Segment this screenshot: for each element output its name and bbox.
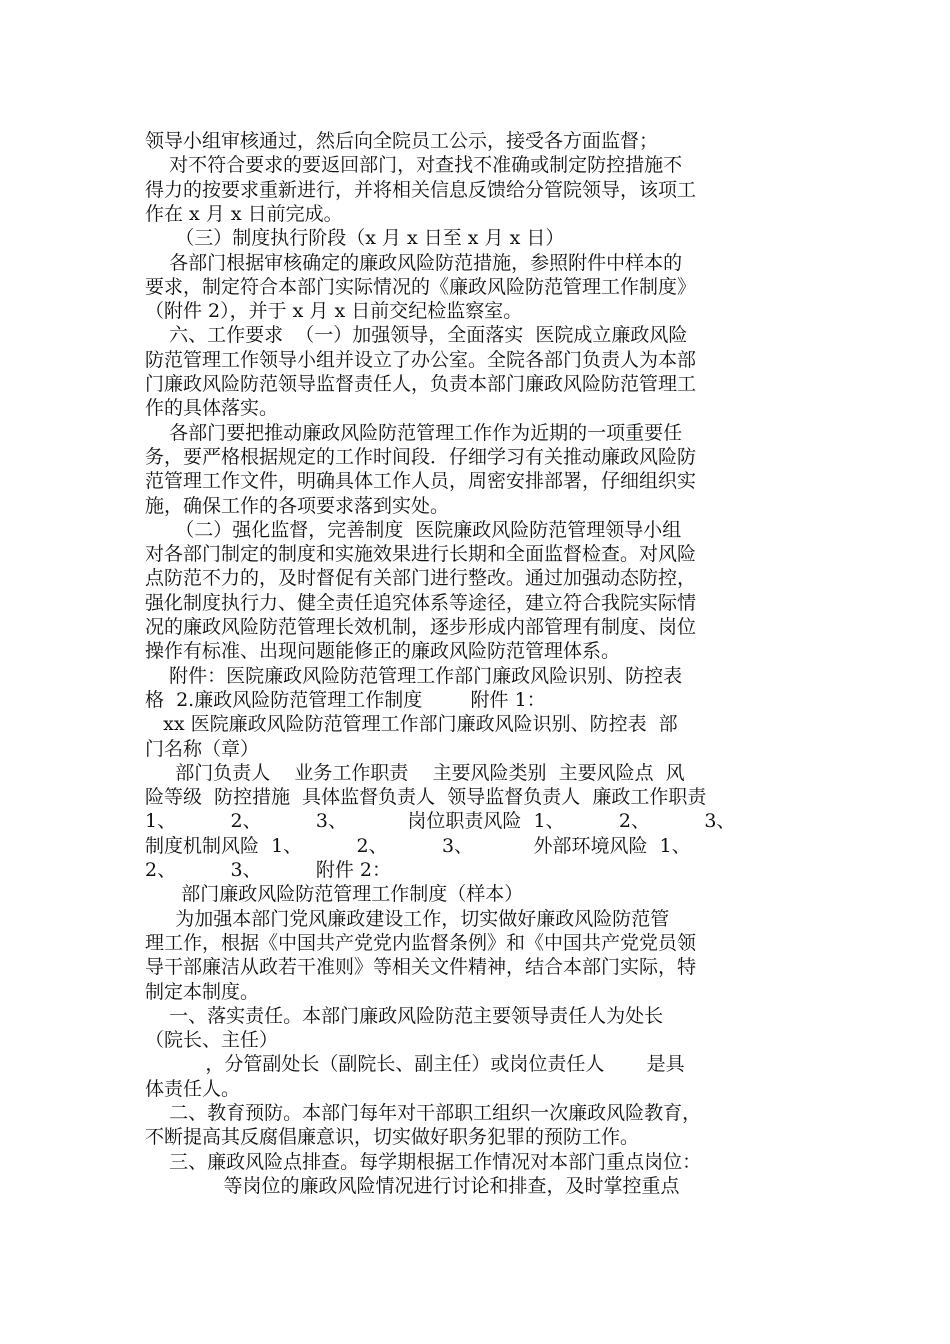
text-line: 格 2.廉政风险防范管理工作制度 附件 1： [145,688,546,711]
text-line: 对不符合要求的要返回部门，对查找不准确或制定防控措施不 [145,154,683,177]
text-line: 施，确保工作的各项要求落到实处。 [145,494,450,517]
text-line: （三）制度执行阶段（x 月 x 日至 x 月 x 日） [145,227,565,250]
text-line: 六、工作要求 （一）加强领导，全面落实 医院成立廉政风险 [145,324,688,347]
text-line: 附件：医院廉政风险防范管理工作部门廉政风险识别、防控表 [145,664,683,687]
text-line: 导干部廉洁从政若干准则》等相关文件精神，结合本部门实际，特 [145,956,697,979]
text-line: （院长、主任） [145,1029,279,1052]
text-line: （二）强化监督，完善制度 医院廉政风险防范管理领导小组 [145,518,682,541]
text-line: （附件 2），并于 x 月 x 日前交纪检监察室。 [145,300,523,323]
text-line: 强化制度执行力、健全责任追究体系等途径，建立符合我院实际情 [145,591,697,614]
text-line: 三、廉政风险点排查。每学期根据工作情况对本部门重点岗位： [145,1150,702,1173]
text-line: 操作有标准、出现问题能修正的廉政风险防范管理体系。 [145,640,621,663]
text-line: 2、 3、 附件 2： [145,859,392,881]
text-line: 等岗位的廉政风险情况进行讨论和排查，及时掌控重点 [145,1174,680,1197]
text-line: 务，要严格根据规定的工作时间段．仔细学习有关推动廉政风险防 [145,445,697,468]
text-line: 点防范不力的，及时督促有关部门进行整改。通过加强动态防控， [145,567,697,590]
text-line: 一、落实责任。本部门廉政风险防范主要领导责任人为处长 [145,1004,664,1027]
text-line: 作在 x 月 x 日前完成。 [145,202,343,225]
text-line: 险等级 防控措施 具体监督负责人 领导监督负责人 廉政工作职责 [145,786,707,809]
text-line: 体责任人。 [145,1077,241,1100]
text-line: 范管理工作文件，明确具体工作人员，周密安排部署，仔细组织实 [145,470,697,493]
text-line: 1、 2、 3、 岗位职责风险 1、 2、 3、 [145,810,736,833]
text-line: ，分管副处长（副院长、副主任）或岗位责任人 是具 [145,1053,685,1076]
text-line: 得力的按要求重新进行，并将相关信息反馈给分管院领导，该项工 [145,178,697,201]
text-line: 二、教育预防。本部门每年对干部职工组织一次廉政风险教育， [145,1102,702,1124]
text-line: 制度机制风险 1、 2、 3、 外部环境风险 1、 [145,834,691,857]
text-line: 部门廉政风险防范管理工作制度（样本） [145,883,524,906]
text-line: 为加强本部门党风廉政建设工作，切实做好廉政风险防范管 [145,907,670,930]
text-line: 要求，制定符合本部门实际情况的《廉政风险防范管理工作制度》 [145,275,697,298]
text-line: 门名称（章） [145,737,260,760]
text-line: 防范管理工作领导小组并设立了办公室。全院各部门负责人为本部 [145,348,697,371]
text-line: 制定本制度。 [145,980,260,1003]
text-line: 门廉政风险防范领导监督责任人，负责本部门廉政风险防范管理工 [145,373,697,395]
text-line: 各部门要把推动廉政风险防范管理工作作为近期的一项重要任 [145,421,683,444]
text-line: xx 医院廉政风险防范管理工作部门廉政风险识别、防控表 部 [145,713,678,736]
text-line: 各部门根据审核确定的廉政风险防范措施，参照附件中样本的 [145,251,683,274]
text-line: 不断提高其反腐倡廉意识，切实做好职务犯罪的预防工作。 [145,1126,640,1149]
text-line: 部门负责人 业务工作职责 主要风险类别 主要风险点 风 [145,761,685,784]
text-line: 理工作，根据《中国共产党党内监督条例》和《中国共产党党员领 [145,931,697,954]
text-line: 领导小组审核通过，然后向全院员工公示，接受各方面监督； [145,130,659,152]
text-line: 对各部门制定的制度和实施效果进行长期和全面监督检查。对风险 [145,543,697,566]
text-line: 况的廉政风险防范管理长效机制，逐步形成内部管理有制度、岗位 [145,616,697,638]
text-line: 作的具体落实。 [145,397,279,420]
